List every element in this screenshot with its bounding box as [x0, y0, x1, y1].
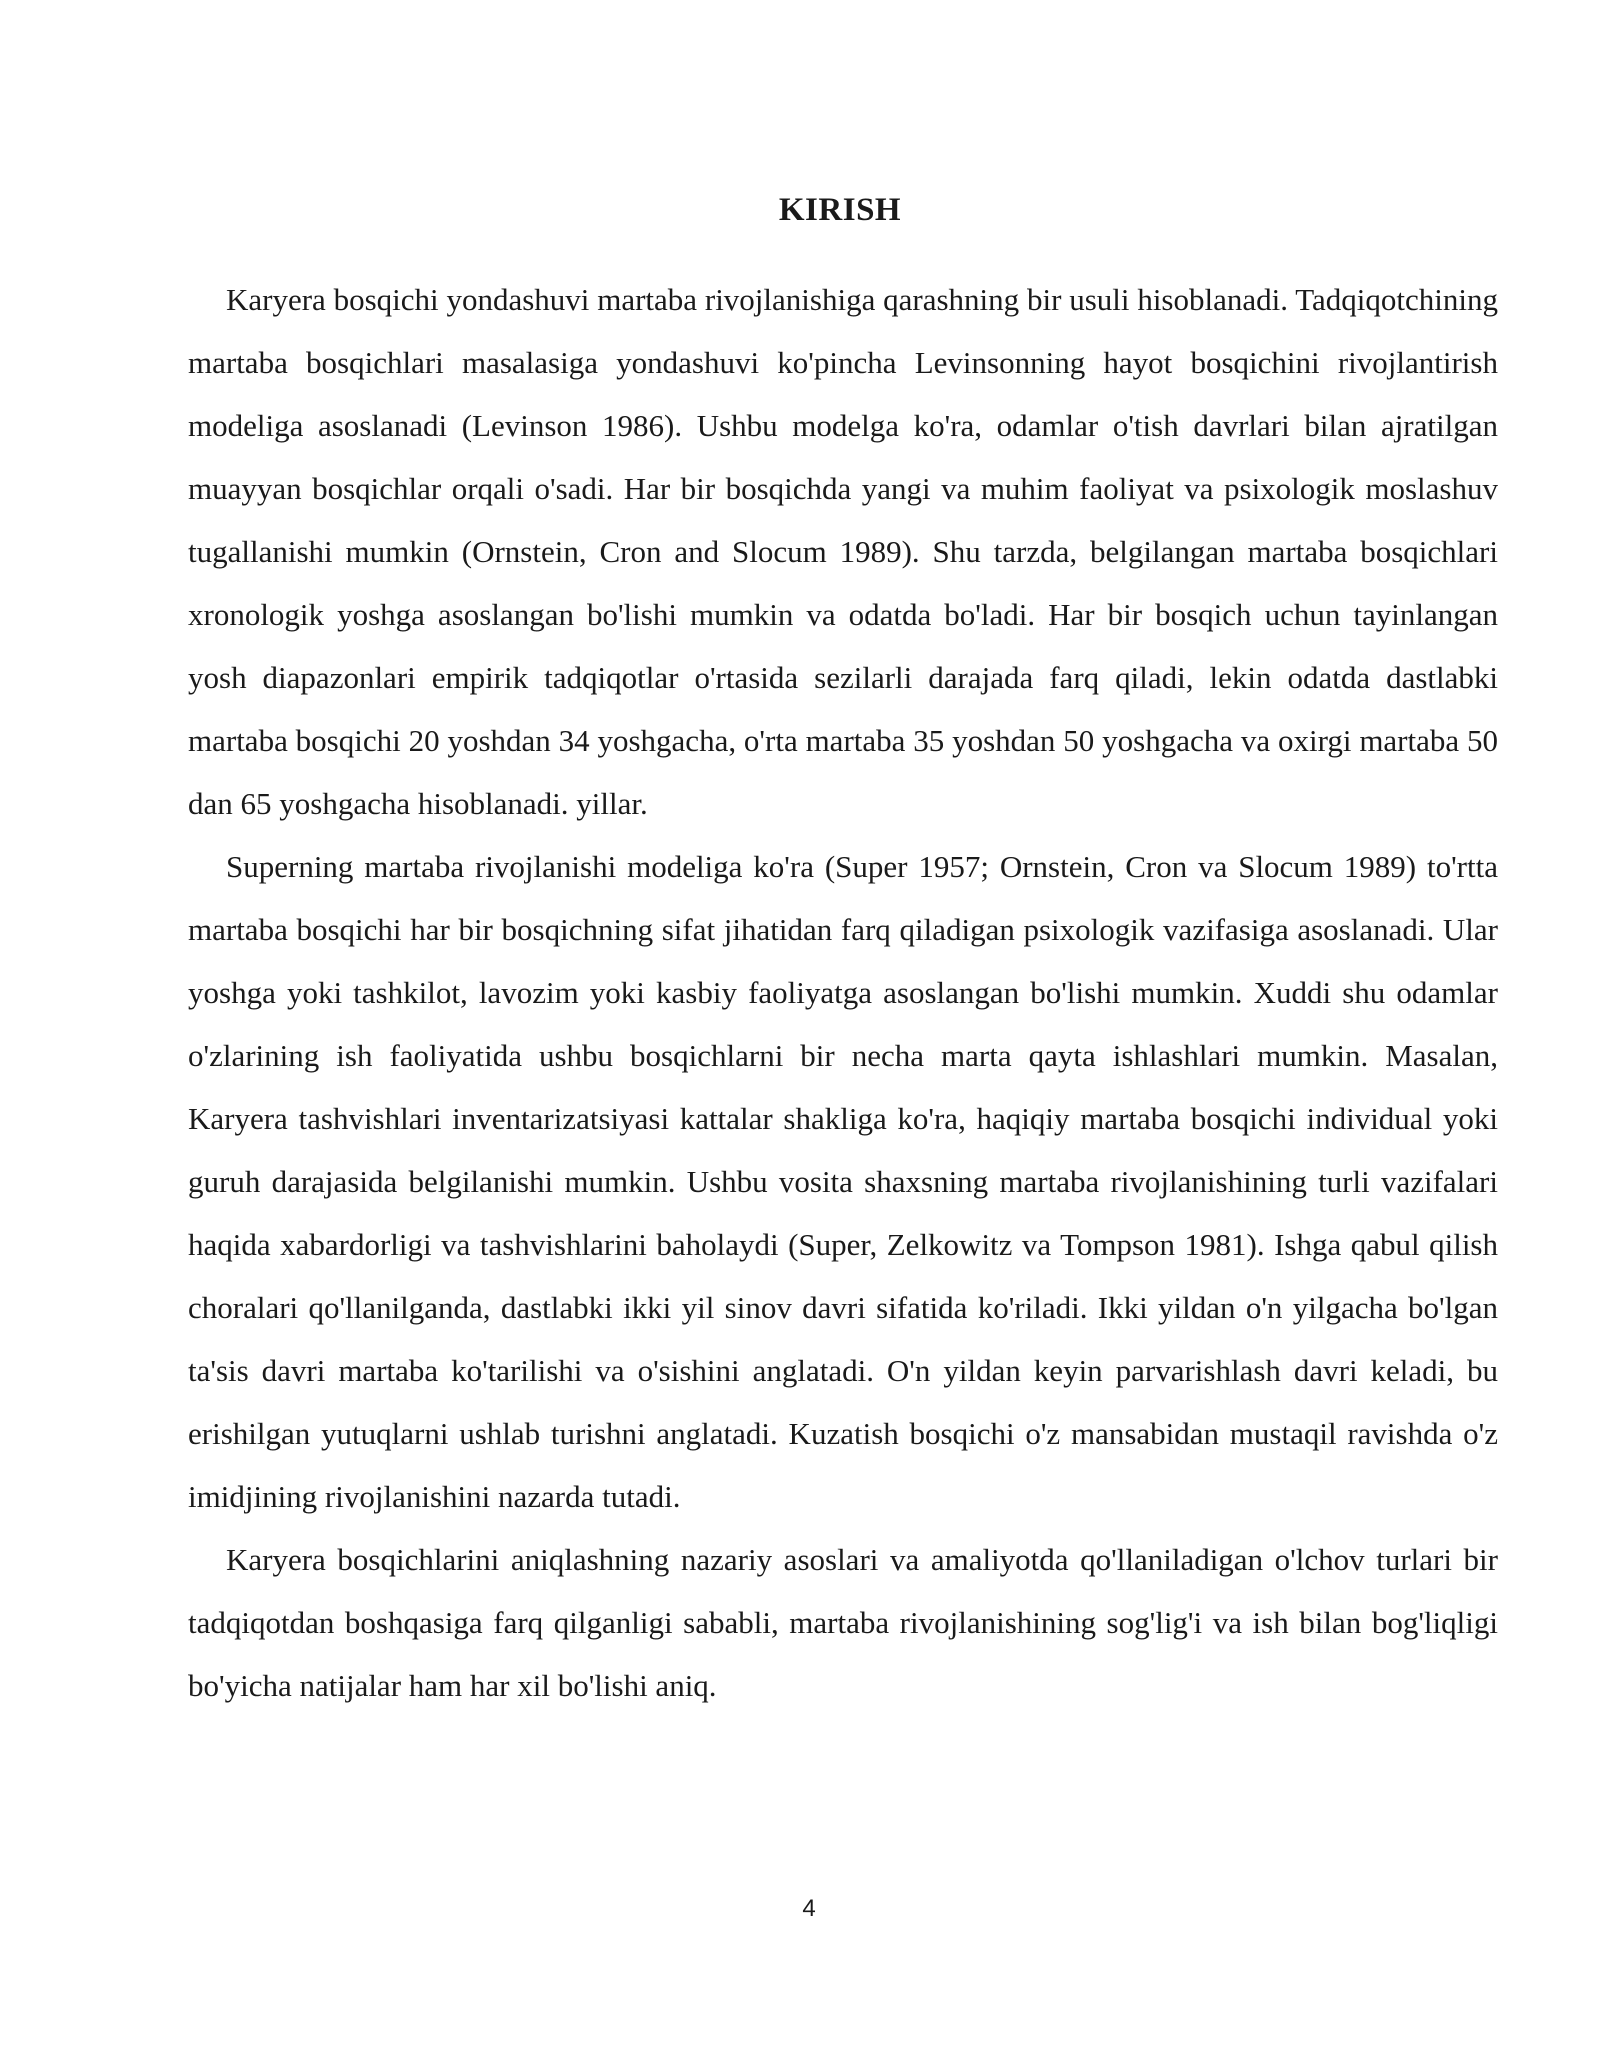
body-text: [188, 268, 1498, 1717]
paragraph-1: Karyera bosqichi yondashuvi martaba rivojlanishiga qarashning bir usuli hisoblanadi. Tadqiqotchining martaba bosqichlari masalasiga yondashuvi ko'pincha Levinsonning hayot bosqichini rivojlantirish modeliga asoslanadi (Levinson 1986). Ushbu modelga ko'ra, odamlar o'tish davrlari bilan ajratilgan muayyan bosqichlar orqali o'sadi. Har bir bosqichda yangi va muhim faoliyat va psixologik moslashuv tugallanishi mumkin (Ornstein, Cron and Slocum 1989). Shu tarzda, belgilangan martaba bosqichlari xronologik yoshga asoslangan bo'lishi mumkin va odatda bo'ladi. Har bir bosqich uchun tayinlangan yosh diapazonlari empirik tadqiqotlar o'rtasida sezilarli darajada farq qiladi, lekin odatda dastlabki martaba bosqichi 20 yoshdan 34 yoshgacha, o'rta martaba 35 yoshdan 50 yoshgacha va oxirgi martaba 50 dan 65 yoshgacha hisoblanadi. yillar.: [188, 282, 1498, 821]
paragraph-3: Karyera bosqichlarini aniqlashning nazariy asoslari va amaliyotda qo'llaniladigan o'lchov turlari bir tadqiqotdan boshqasiga farq qilganligi sababli, martaba rivojlanishining sog'lig'i va ish bilan bog'liqligi bo'yicha natijalar ham har xil bo'lishi aniq.: [188, 1542, 1498, 1703]
paragraph-2: Superning martaba rivojlanishi modeliga ko'ra (Super 1957; Ornstein, Cron va Slocum 1989) to'rtta martaba bosqichi har bir bosqichning sifat jihatidan farq qiladigan psixologik vazifasiga asoslanadi. Ular yoshga yoki tashkilot, lavozim yoki kasbiy faoliyatga asoslangan bo'lishi mumkin. Xuddi shu odamlar o'zlarining ish faoliyatida ushbu bosqichlarni bir necha marta qayta ishlashlari mumkin. Masalan, Karyera tashvishlari inventarizatsiyasi kattalar shakliga ko'ra, haqiqiy martaba bosqichi individual yoki guruh darajasida belgilanishi mumkin. Ushbu vosita shaxsning martaba rivojlanishining turli vazifalari haqida xabardorligi va tashvishlarini baholaydi (Super, Zelkowitz va Tompson 1981). Ishga qabul qilish choralari qo'llanilganda, dastlabki ikki yil sinov davri sifatida ko'riladi. Ikki yildan o'n yilgacha bo'lgan ta'sis davri martaba ko'tarilishi va o'sishini anglatadi. O'n yildan keyin parvarishlash davri keladi, bu erishilgan yutuqlarni ushlab turishni anglatadi. Kuzatish bosqichi o'z mansabidan mustaqil ravishda o'z imidjining rivojlanishini nazarda tutadi.: [188, 849, 1498, 1514]
page-number: 4: [802, 1895, 816, 1922]
section-heading: KIRISH: [778, 192, 902, 228]
